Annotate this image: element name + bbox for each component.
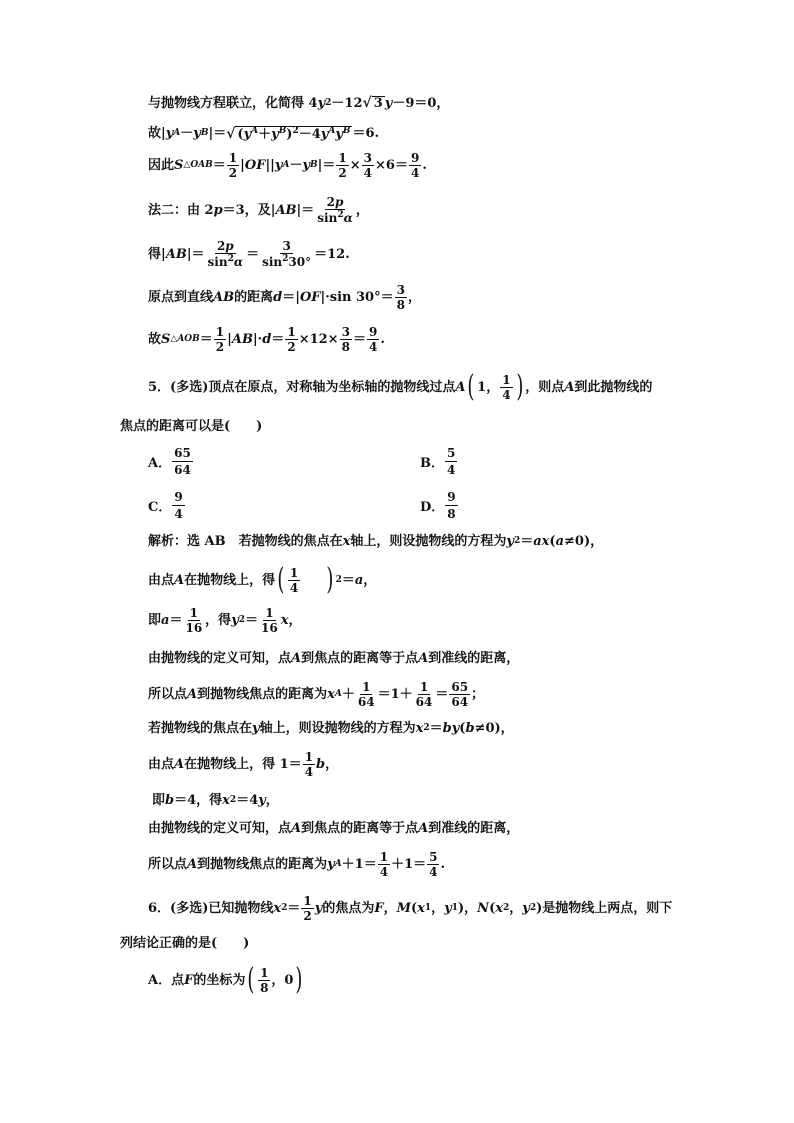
option-b[interactable]: B． $\frac{5}{4}$ (420, 446, 456, 477)
solution-5-line-9: 由抛物线的定义可知，点 A 到焦点的距离等于点 A 到准线的距离， (148, 821, 520, 836)
solution-5-line-2: 由点 A 在抛物线上，得 ( $\frac{1}{4}$ ) 2 ＝ a ， (148, 562, 377, 597)
solution-5-line-6: 若抛物线的焦点在 y 轴上，则设抛物线的方程为 x 2 ＝ by ( b ≠0)， (148, 721, 514, 736)
solution-5-line-4: 由抛物线的定义可知，点 A 到焦点的距离等于点 A 到准线的距离， (148, 651, 520, 666)
question-5-stem-cont: 焦点的距离可以是( ) (120, 419, 263, 434)
solution-line-area: 因此 S △OAB ＝ $\frac{1}{2}$ | OF || y A － y B |＝ $\frac{1}{2}$ × $\frac{3}{4}$ ×6＝ $\frac{9}{4}$ . (148, 151, 427, 180)
solution-5-line-7: 由点 A 在抛物线上，得 1＝ $\frac{1}{4}$ b ， (148, 750, 339, 779)
solution-5-line-8: 即 b ＝4，得 x 2 ＝4 y ， (152, 793, 279, 808)
solution-line-abs-diff: 故| y A － y B |＝ √ $(y^A+y^B)^2-4y^Ay^B$ ＝6. (148, 125, 380, 142)
option-d[interactable]: D． $\frac{9}{8}$ (420, 490, 456, 521)
question-6-stem-cont: 列结论正确的是( ) (120, 936, 250, 951)
solution-line-distance: 原点到直线 AB 的距离 d ＝| OF |·sin 30°＝ $\frac{3}{8}$ ， (148, 283, 421, 312)
solution-5-line-5: 所以点 A 到抛物线焦点的距离为 x A ＋ $\frac{1}{64}$ ＝1＋ $\frac{1}{64}$ ＝ $\frac{65}{64}$ ； (148, 680, 485, 709)
option-a[interactable]: A． $\frac{65}{64}$ (148, 446, 191, 477)
solution-line-ab-length: 得| AB |＝ $\frac{2p}{\sin^2\alpha}$ ＝ $\frac{3}{\sin^230^\circ}$ ＝12. (148, 239, 350, 269)
option-c[interactable]: C． $\frac{9}{4}$ (148, 490, 183, 521)
solution-line-area2: 故 S △AOB ＝ $\frac{1}{2}$ | AB |· d ＝ $\frac{1}{2}$ ×12× $\frac{3}{8}$ ＝ $\frac{9}{4}$ . (148, 325, 385, 354)
solution-line-quadratic: 与抛物线方程联立，化简得 4 y 2 －12 √ 3 y －9＝0， (148, 95, 450, 111)
question-6-stem: 6．(多选)已知抛物线 x 2 ＝ $\frac{1}{2}$ y 的焦点为 F ， M ( x 1 ， y 1 )， N ( x 2 ， y 2 )是抛物线上两点，则下 (148, 894, 673, 923)
solution-5-line-10: 所以点 A 到抛物线焦点的距离为 y A ＋1＝ $\frac{1}{4}$ ＋1＝ $\frac{5}{4}$ . (148, 850, 446, 879)
solution-line-method2: 法二：由 2 p ＝3，及| AB |＝ $\frac{2p}{\sin^2\alpha}$ ， (148, 195, 369, 225)
question-6-option-a[interactable]: A．点 F 的坐标为 ( $\frac{1}{8}$ ，0 ) (148, 962, 303, 997)
solution-5-line-3: 即 a ＝ $\frac{1}{16}$ ，得 y 2 ＝ $\frac{1}{16}$ x ， (148, 606, 302, 635)
solution-5-line-1: 解析：选 AB 若抛物线的焦点在 x 轴上，则设抛物线的方程为 y 2 ＝ ax ( a ≠0)， (148, 534, 604, 549)
question-5-stem: 5．(多选)顶点在原点，对称轴为坐标轴的抛物线过点 A ( 1， $\frac{1}{4}$ ) ，则点 A 到此抛物线的 (148, 369, 653, 404)
